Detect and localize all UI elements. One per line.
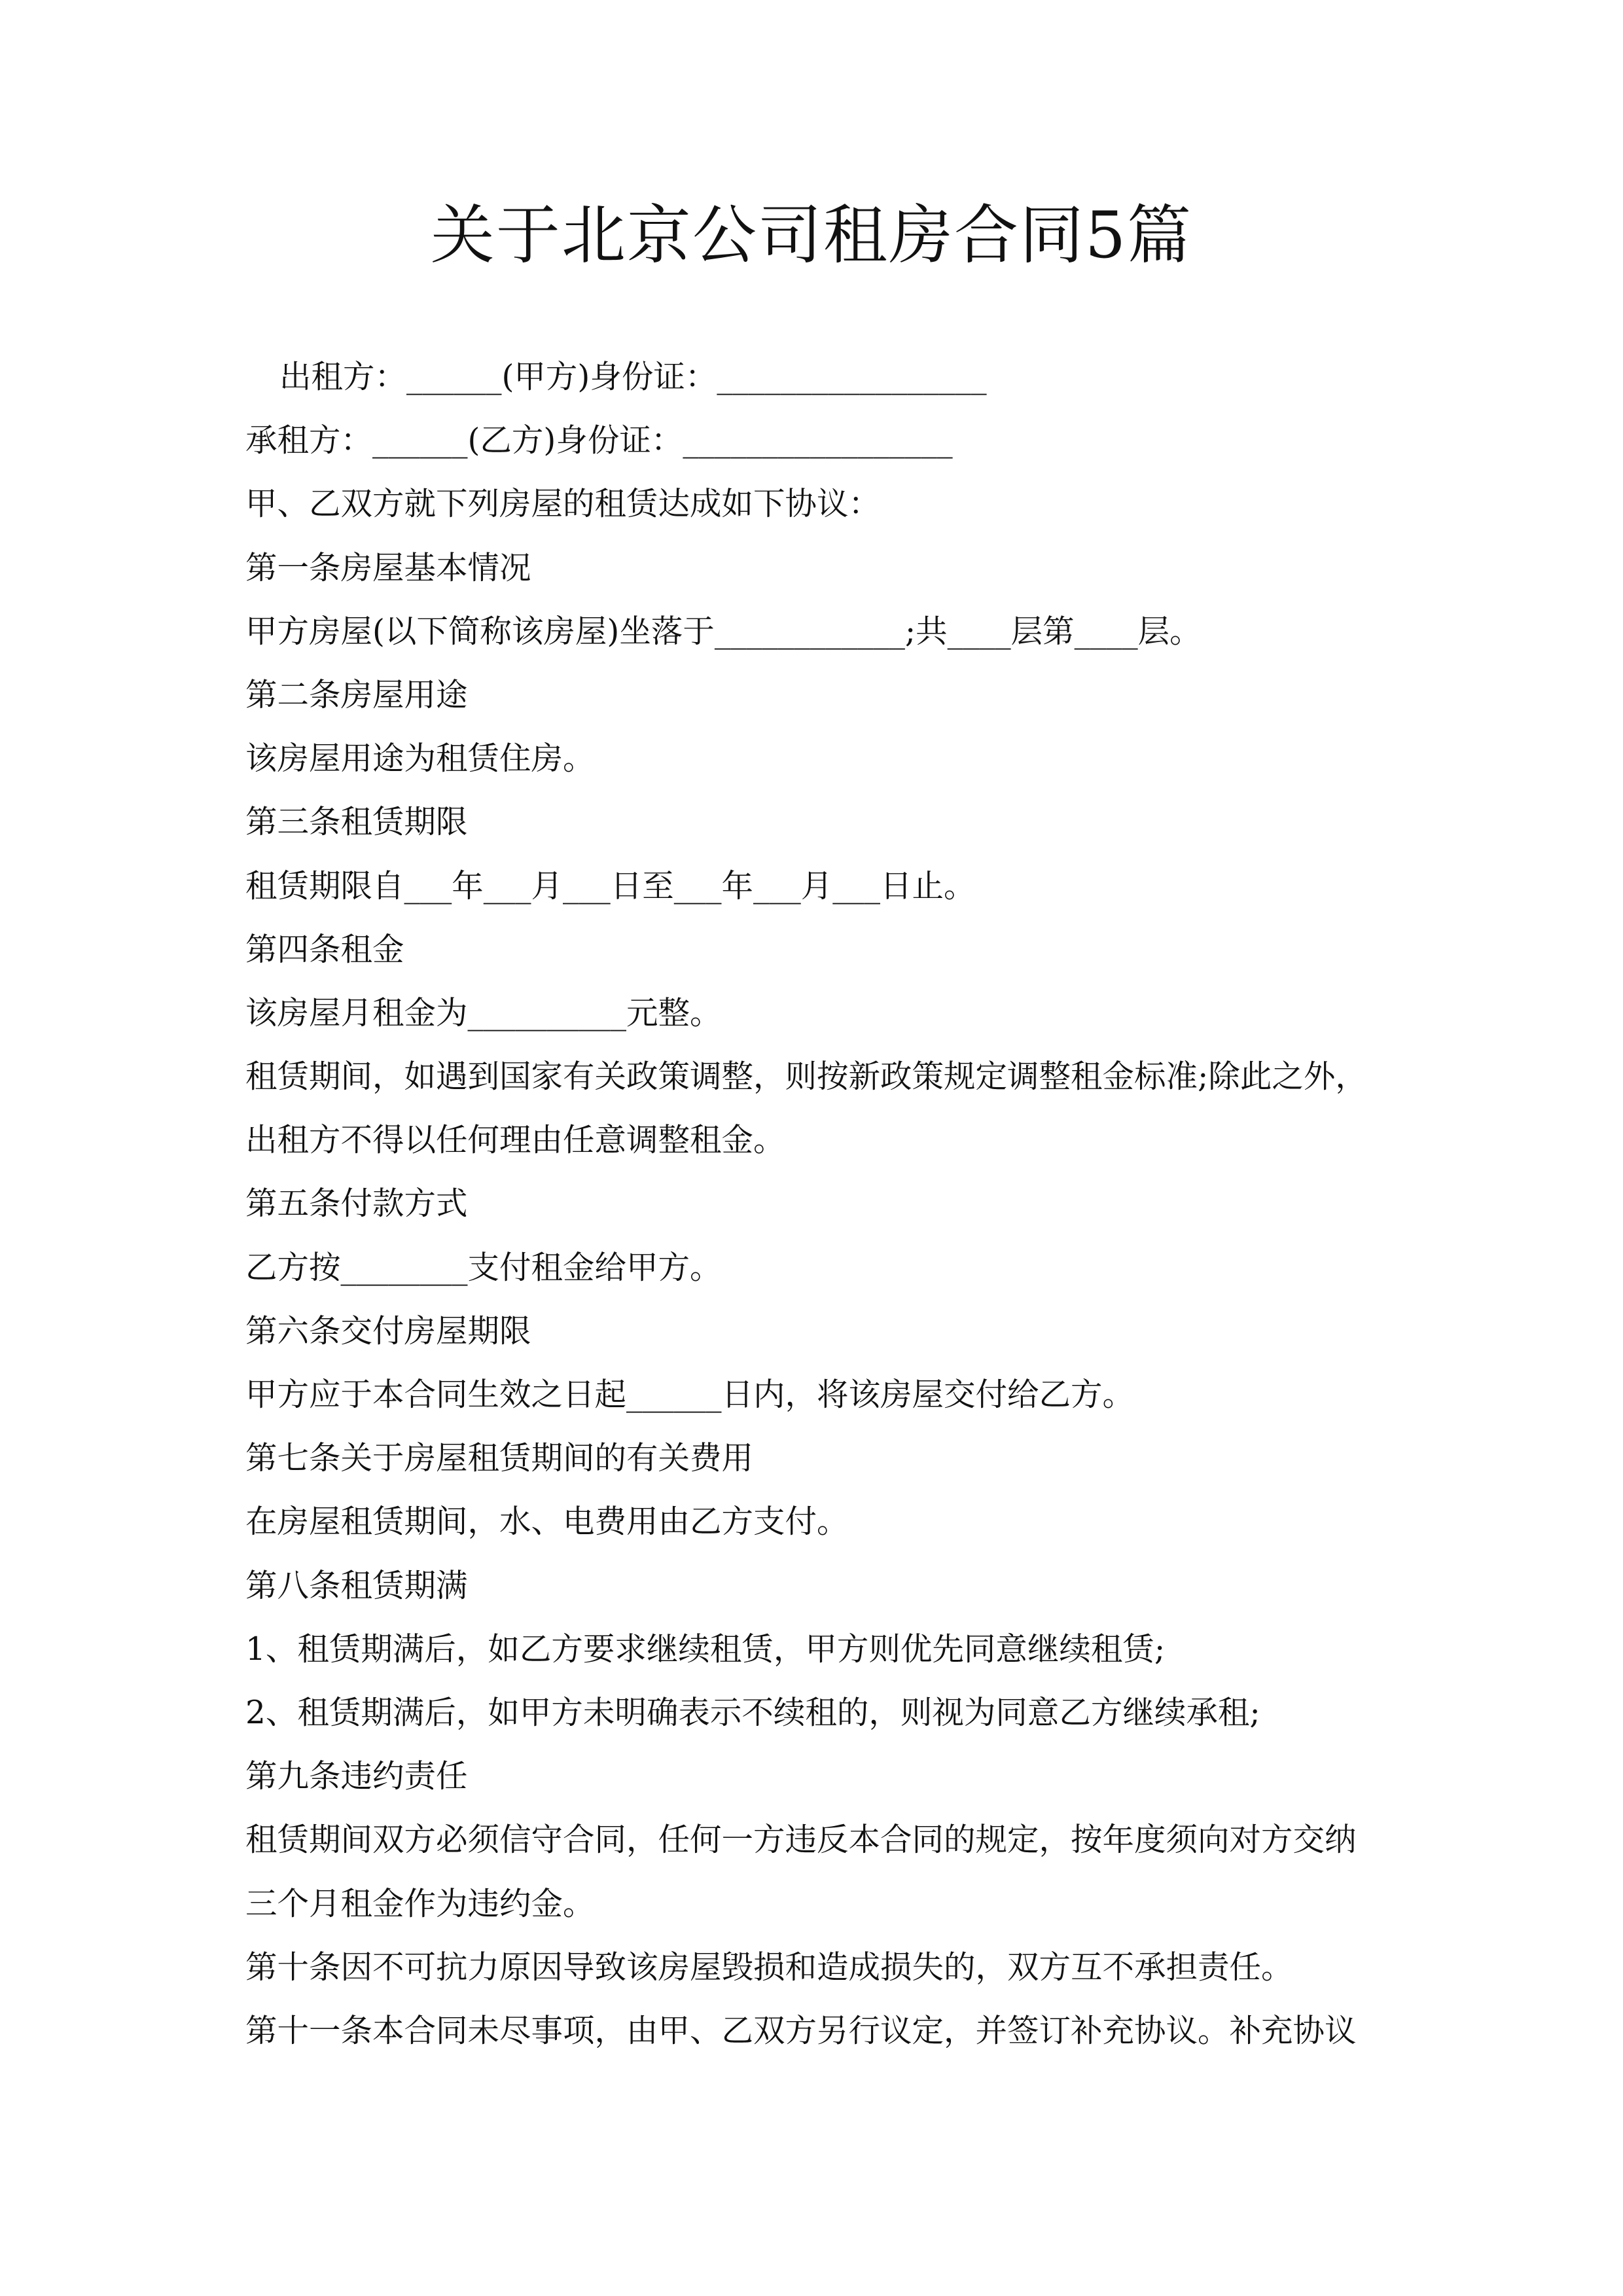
clause-heading-7: 第七条关于房屋租赁期间的有关费用: [245, 1440, 754, 1477]
paragraph: 该房屋月租金为__________元整。: [245, 994, 722, 1031]
clause-heading-4: 第四条租金: [245, 931, 404, 968]
paragraph: 在房屋租赁期间，水、电费用由乙方支付。: [245, 1503, 849, 1541]
clause-heading-1: 第一条房屋基本情况: [245, 549, 531, 586]
paragraph: 乙方按________支付租金给甲方。: [245, 1249, 722, 1286]
paragraph: 甲方房屋(以下简称该房屋)坐落于____________;共____层第____层。: [245, 613, 1202, 650]
clause-11: 第十一条本合同未尽事项，由甲、乙双方另行议定，并签订补充协议。补充协议: [245, 2012, 1357, 2049]
paragraph: 甲方应于本合同生效之日起______日内，将该房屋交付给乙方。: [245, 1376, 1135, 1413]
document-body: [245, 346, 1397, 2063]
clause-heading-9: 第九条违约责任: [245, 1758, 468, 1795]
document-title: 关于北京公司租房合同5篇: [430, 198, 1193, 273]
paragraph: 出租方不得以任何理由任意调整租金。: [245, 1122, 785, 1159]
lessor-line: 出租方：______(甲方)身份证：_________________: [279, 359, 987, 395]
clause-heading-3: 第三条租赁期限: [245, 804, 468, 841]
clause-10: 第十条因不可抗力原因导致该房屋毁损和造成损失的，双方互不承担责任。: [245, 1948, 1293, 1986]
clause-heading-6: 第六条交付房屋期限: [245, 1312, 531, 1350]
paragraph: 三个月租金作为违约金。: [245, 1885, 595, 1922]
lessee-line: 承租方：______(乙方)身份证：_________________: [245, 422, 953, 459]
paragraph: 该房屋用途为租赁住房。: [245, 740, 595, 778]
clause-heading-8: 第八条租赁期满: [245, 1567, 468, 1604]
clause-heading-5: 第五条付款方式: [245, 1185, 468, 1223]
clause-heading-2: 第二条房屋用途: [245, 676, 468, 713]
list-item: 1、租赁期满后，如乙方要求继续租赁，甲方则优先同意继续租赁;: [245, 1630, 1166, 1668]
list-item: 2、租赁期满后，如甲方未明确表示不续租的，则视为同意乙方继续承租;: [245, 1694, 1260, 1731]
paragraph: 租赁期间，如遇到国家有关政策调整，则按新政策规定调整租金标准;除此之外，: [245, 1058, 1367, 1096]
paragraph: 租赁期限自___年___月___日至___年___月___日止。: [245, 867, 976, 905]
agreement-intro: 甲、乙双方就下列房屋的租赁达成如下协议：: [245, 486, 881, 523]
paragraph: 租赁期间双方必须信守合同，任何一方违反本合同的规定，按年度须向对方交纳: [245, 1821, 1357, 1859]
